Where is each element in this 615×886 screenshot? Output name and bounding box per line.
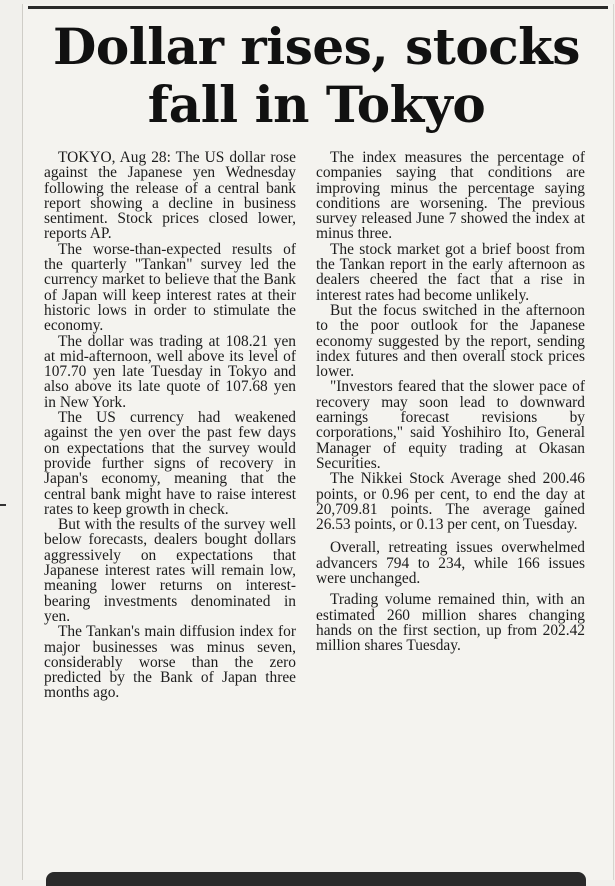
next-article-edge xyxy=(46,872,586,886)
paragraph: The Nikkei Stock Average shed 200.46 points, or 0.96 per cent, to end the day at 20,709.81 points. The average gained 26.53 points, or 0.13 per cent, on Tuesday. xyxy=(316,470,585,534)
article-column-left xyxy=(44,150,296,701)
paragraph: Trading volume remained thin, with an estimated 260 million shares changing hands on the first section, up from 202.42 million shares Tuesday. xyxy=(316,591,585,655)
margin-tick xyxy=(0,504,6,506)
paragraph: The worse-than-expected results of the quarterly "Tankan" survey led the currency market to believe that the Bank of Japan will keep interest rates at their historic lows in order to stimulate the economy. xyxy=(44,240,296,335)
paragraph: The dollar was trading at 108.21 yen at mid-afternoon, well above its level of 107.70 yen late Tuesday in Tokyo and also above its late quote of 107.68 yen in New York. xyxy=(44,332,296,411)
article-column-right xyxy=(316,150,585,654)
paragraph: But with the results of the survey well below forecasts, dealers bought dollars aggressively on expectations that Japanese interest rates will remain low, meaning lower returns on interest-bearing investments denominated in yen. xyxy=(44,516,296,625)
paragraph: "Investors feared that the slower pace of recovery may soon lead to downward earnings forecast revisions by corporations," said Yoshihiro Ito, General Manager of equity trading at Okasan Securities. xyxy=(316,378,585,472)
paragraph: The index measures the percentage of companies saying that conditions are improving minus the percentage saying conditions are worsening. The previous survey released June 7 showed the index at minus three. xyxy=(316,149,585,243)
paragraph: The Tankan's main diffusion index for major businesses was minus seven, considerably worse than the zero predicted by the Bank of Japan three months ago. xyxy=(44,623,296,702)
headline-line-1: Dollar rises, stocks xyxy=(53,17,580,76)
paragraph: The stock market got a brief boost from the Tankan report in the early afternoon as dealers cheered the fact that a rise in interest rates had become unlikely. xyxy=(316,240,585,304)
headline-line-2: fall in Tokyo xyxy=(147,75,486,134)
headline xyxy=(24,18,609,134)
paragraph: But the focus switched in the afternoon to the poor outlook for the Japanese economy suggested by the report, sending index futures and then overall stock prices lower. xyxy=(316,301,585,381)
paragraph: TOKYO, Aug 28: The US dollar rose against the Japanese yen Wednesday following the release of a central bank report showing a decline in business sentiment. Stock prices closed lower, reports AP. xyxy=(44,149,296,243)
paragraph: The US currency had weakened against the yen over the past few days on expectations that the survey would provide further signs of recovery in Japan's economy, meaning that the central bank might have to raise interest rates to keep growth in check. xyxy=(44,409,296,518)
top-rule xyxy=(28,6,608,9)
paragraph: Overall, retreating issues overwhelmed advancers 794 to 234, while 166 issues were unchanged. xyxy=(316,539,585,588)
